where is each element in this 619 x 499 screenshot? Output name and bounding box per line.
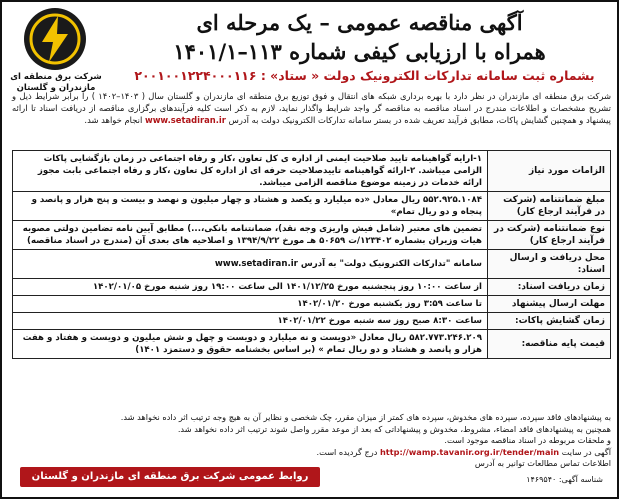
title-line1: آگهی مناقصه عمومی – یک مرحله ای bbox=[196, 10, 523, 35]
note-line: همچنین به پیشنهادهای فاقد امضاء، مشروط، مخدوش و پیشنهاداتی که بعد از موعد مقرر واصل شوند ترتیب اثر داده نخواهد شد. bbox=[177, 423, 611, 434]
table-row bbox=[13, 221, 611, 250]
company-logo bbox=[10, 8, 102, 100]
row-label: الزامات مورد نیاز bbox=[488, 151, 611, 192]
row-label: مهلت ارسال پیشنهاد bbox=[488, 296, 611, 313]
intro-suffix: انجام خواهد شد. bbox=[84, 115, 143, 125]
table-row bbox=[13, 250, 611, 279]
row-value: ۵۸۲.۷۷۳.۲۴۶.۲۰۹ ریال معادل «دویست و نه میلیارد و دویست و چهل و شش میلیون و دویست و هفتاد و هفت هزار و پانصد و هشتاد و دو ریال تمام » (بر اساس بخشنامه حقوق و دستمزد ۱۴۰۱) bbox=[13, 330, 488, 359]
note-prefix: آگهی در سایت bbox=[561, 446, 611, 457]
row-label: قیمت پایه مناقصه: bbox=[488, 330, 611, 359]
title-line2: همراه با ارزیابی کیفی شماره ۱۱۳–۱۴۰۱/۱ bbox=[173, 39, 546, 64]
logo-org-line1: شرکت برق منطقه ای bbox=[10, 72, 102, 82]
row-label: زمان دریافت اسناد: bbox=[488, 279, 611, 296]
logo-org-line2: مازندران و گلستان bbox=[16, 83, 96, 93]
note-line: اطلاعات تماس مطالعات توانیر به آدرس bbox=[474, 458, 611, 468]
row-value: تا ساعت ۳:۵۹ روز یکشنبه مورخ ۱۴۰۲/۰۱/۲۰ bbox=[13, 296, 488, 313]
table-row bbox=[13, 296, 611, 313]
row-label: زمان گشایش پاکات: bbox=[488, 313, 611, 330]
notes-section bbox=[12, 412, 611, 470]
table-row bbox=[13, 330, 611, 359]
row-label: مبلغ ضمانتنامه (شرکت در فرآیند ارجاع کار) bbox=[488, 192, 611, 221]
notice-title bbox=[107, 8, 612, 66]
note-suffix: درج گردیده است. bbox=[316, 446, 378, 457]
row-label: نوع ضمانتنامه (شرکت در فرآیند ارجاع کار) bbox=[488, 221, 611, 250]
tavanir-link[interactable]: http://wamp.tavanir.org.ir/tender/main bbox=[379, 446, 560, 457]
note-line bbox=[12, 447, 611, 459]
intro-text: شرکت برق منطقه ای مازندران در نظر دارد با بهره برداری شبکه های انتقال و فوق توزیع برق منطقه ای مازندران و گلستان سال ( ۱۴۰۳–۱۴۰۲ ) را برابر شرایط ذیل و تشریح مشخصات و اطلاعات مندرج در اسناد مناقصه به مناقصه گر واجد شرایط واگذار نماید، لازم به ذکر است کلیه فرآیندهای برگزاری مناقصه از دریافت اسناد تا ارائه پیشنهاد و همچنین گشایش پاکات، مطابق فرآیند تعریف شده در بستر سامانه تدارکات الکترونیک دولت به آدرس bbox=[12, 91, 611, 125]
note-line: و ملحقات مربوطه در اسناد مناقصه موجود است. bbox=[444, 435, 611, 445]
note-line: به پیشنهادهای فاقد سپرده، سپرده های مخدوش، سپرده های کمتر از میزان مقرر، چک شخصی و نظایر آن به هیچ وجه ترتیب اثر داده نخواهد شد. bbox=[120, 412, 611, 422]
row-value: سامانه "تدارکات الکترونیک دولت" به آدرس www.setadiran.ir bbox=[13, 250, 488, 279]
notice-id: شناسه آگهی: ۱۴۶۹۵۴۰ bbox=[526, 475, 603, 484]
setad-link[interactable]: www.setadiran.ir bbox=[144, 115, 226, 125]
public-relations-banner: روابط عمومی شرکت برق منطقه ای مازندران و گلستان bbox=[20, 467, 320, 487]
row-label: محل دریافت و ارسال اسناد: bbox=[488, 250, 611, 279]
table-row bbox=[13, 313, 611, 330]
tender-info-table bbox=[12, 150, 611, 359]
table-row bbox=[13, 279, 611, 296]
tender-registration-number: بشماره ثبت سامانه تدارکات الکترونیک دولت « ستاد» : ۲۰۰۱۰۰۱۲۲۴۰۰۰۱۱۶ bbox=[134, 68, 595, 83]
electric-bolt-icon bbox=[24, 8, 86, 70]
row-value: از ساعت ۱۰:۰۰ روز پنجشنبه مورخ ۱۴۰۱/۱۲/۲۵ الی ساعت ۱۹:۰۰ روز شنبه مورخ ۱۴۰۲/۰۱/۰۵ bbox=[13, 279, 488, 296]
row-value: ساعت ۸:۳۰ صبح روز سه شنبه مورخ ۱۴۰۲/۰۱/۲۲ bbox=[13, 313, 488, 330]
row-value: ۱-ارایه گواهینامه تایید صلاحیت ایمنی از اداره ی کل تعاون ،کار و رفاه اجتماعی در زمان بازگشایی پاکات الزامی میباشد. ۲-ارائه گواهینامه تاییدصلاحیت حرفه ای از اداره کل تعاون ،کار و رفاه اجتماعی بابت مجوز ارائه خدمات در زمینه موضوع مناقصه الزامی میباشد. bbox=[13, 151, 488, 192]
row-value: تضمین های معتبر (شامل فیش واریزی وجه نقد)، ضمانتنامه بانکی،...) مطابق آیین نامه تضامین دولتی مصوبه هیات وزیران بشماره ۱۲۳۴۰۲/ت ۵۰۶۵۹ هـ مورخ ۱۳۹۴/۹/۲۲ و اصلاحیه های بعدی آن (مندرج در اسناد مناقصه) bbox=[13, 221, 488, 250]
table-row bbox=[13, 192, 611, 221]
intro-paragraph bbox=[12, 90, 611, 126]
row-value: ۵۵۲.۹۲۵.۱۰۸۴ ریال معادل «ده میلیارد و یکصد و هشتاد و چهار میلیون و نهصد و بیست و پنج هزار و پانصد و پنجاه و دو ریال تمام» bbox=[13, 192, 488, 221]
table-row bbox=[13, 151, 611, 192]
